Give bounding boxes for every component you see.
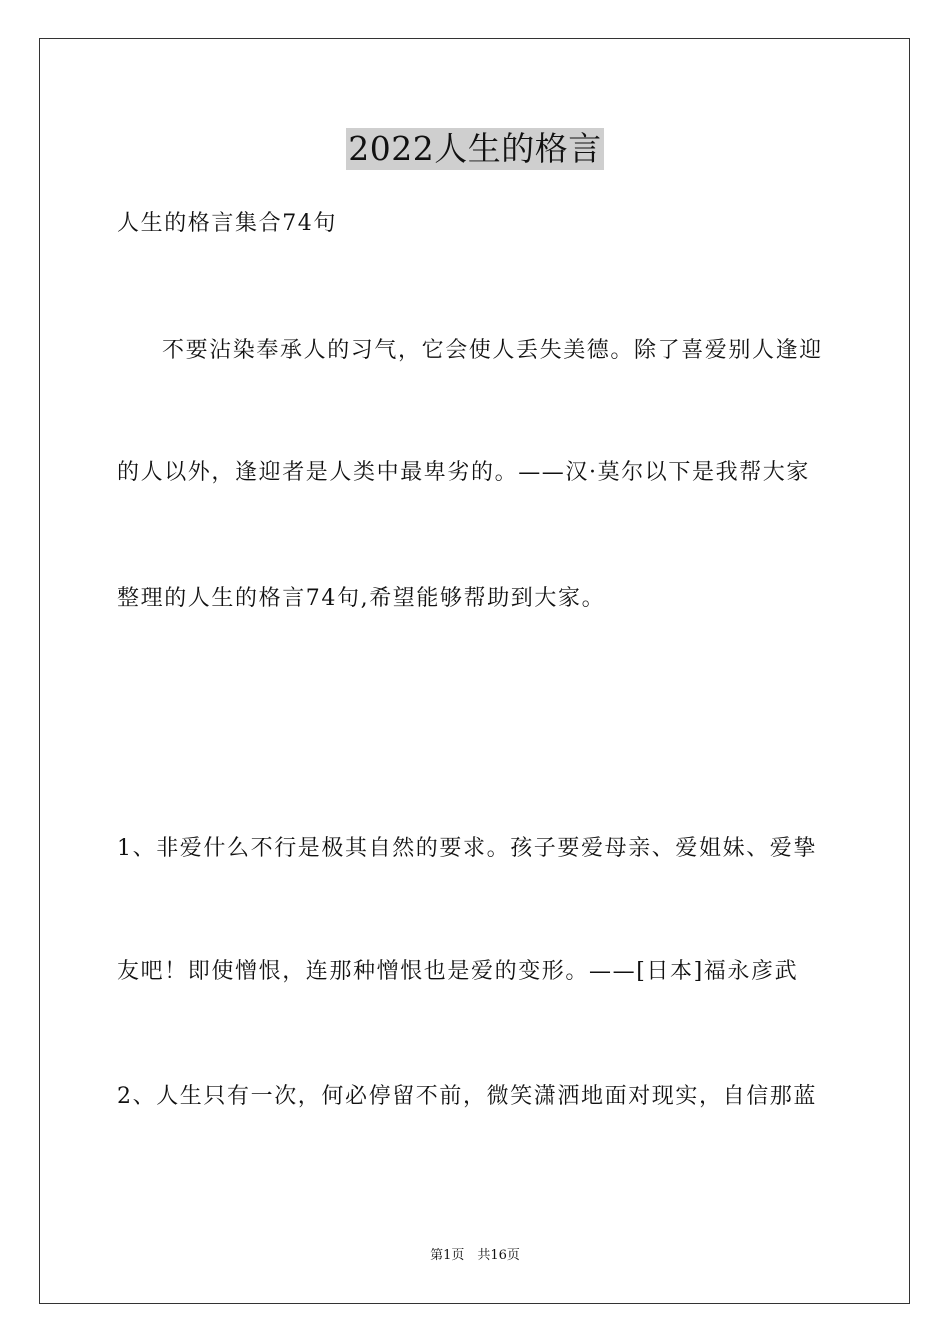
item-line-1: 1、非爱什么不行是极其自然的要求。孩子要爱母亲、爱姐妹、爱挚 bbox=[117, 836, 817, 861]
intro-line-2: 的人以外，逢迎者是人类中最卑劣的。——汉·莫尔以下是我帮大家 bbox=[117, 460, 810, 485]
page-footer: 第1页 共16页 bbox=[430, 1248, 520, 1263]
intro-line-3: 整理的人生的格言74句,希望能够帮助到大家。 bbox=[117, 586, 606, 611]
document-title: 2022人生的格言 bbox=[348, 129, 602, 168]
document-subtitle: 人生的格言集合74句 bbox=[117, 211, 337, 236]
title-container bbox=[0, 128, 950, 170]
item-line-2: 友吧！即使憎恨，连那种憎恨也是爱的变形。——[日本]福永彦武 bbox=[117, 959, 799, 984]
intro-line-1: 不要沾染奉承人的习气，它会使人丢失美德。除了喜爱别人逢迎 bbox=[162, 338, 823, 363]
item-line-3: 2、人生只有一次，何必停留不前，微笑潇洒地面对现实，自信那蓝 bbox=[117, 1084, 817, 1109]
